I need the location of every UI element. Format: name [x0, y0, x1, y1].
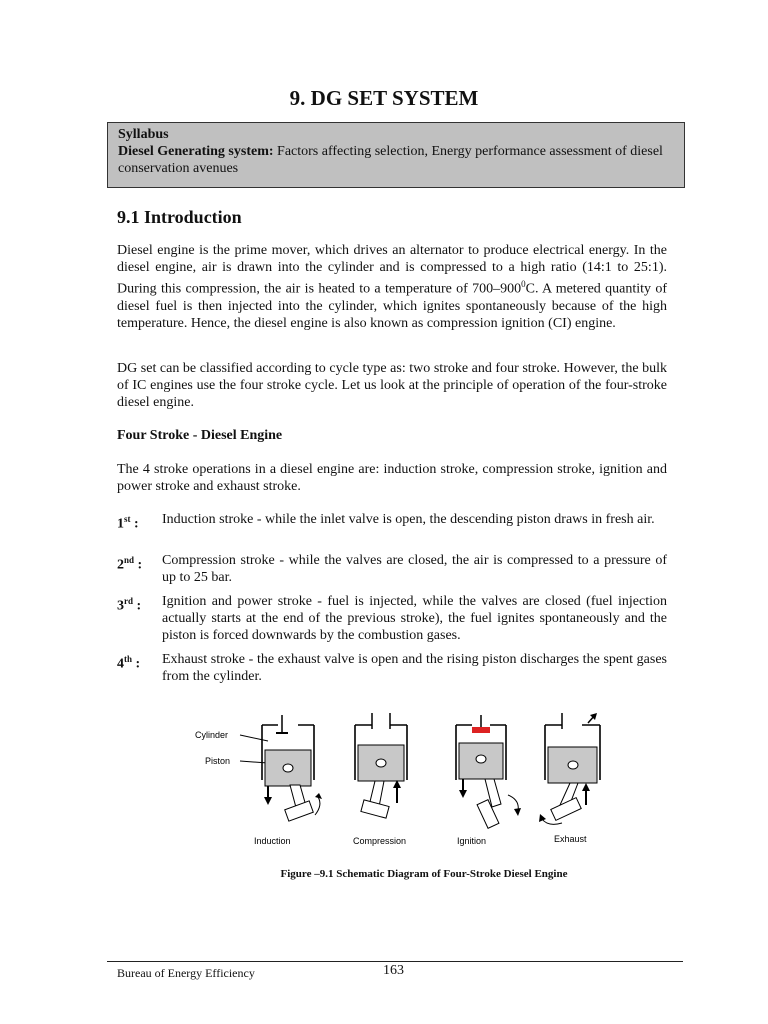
- intro-paragraph-2: DG set can be classified according to cycle type as: two stroke and four stroke. However, the bulk of IC engines use the four stroke cycle. Let us look at the principle of operation of the four-stroke diesel engine.: [117, 361, 667, 410]
- piston-leader-line: [240, 761, 268, 763]
- footer-divider: [107, 961, 683, 962]
- stroke-item-1: 1st : Induction stroke - while the inlet valve is open, the descending piston draws in fresh air.: [117, 512, 655, 532]
- stroke-number: 3rd :: [117, 596, 142, 614]
- compression-engine: [355, 713, 407, 818]
- intro-paragraph-1: Diesel engine is the prime mover, which drives an alternator to produce electrical energy. In the diesel engine, air is drawn into the cylinder and is compressed to a high ratio (14:1 to 25:1). During this compression, the air is heated to a temperature of $700-900^0C$. A metered quantity of diesel fuel is then injected into the cylinder, which ignites spontaneously because of the high temperature. Hence, the diesel engine is also known as compression ignition (CI) engine.: [117, 243, 667, 331]
- stroke-item-4: 4th : Exhaust stroke - the exhaust valve is open and the rising piston discharges the spent gases from the cylinder.: [117, 652, 667, 684]
- subheading-four-stroke: Four Stroke - Diesel Engine: [117, 428, 283, 443]
- syllabus-box: [107, 122, 685, 188]
- piston-label: Piston: [205, 756, 231, 766]
- ignition-label: Ignition: [457, 836, 487, 846]
- stroke-number: 2nd :: [117, 555, 143, 573]
- cylinder-leader-line: [240, 735, 268, 741]
- page-number: 163: [383, 963, 404, 978]
- four-stroke-diagram: [190, 705, 610, 855]
- induction-label: Induction: [254, 836, 291, 846]
- stroke-item-3: 3rd : Ignition and power stroke - fuel is injected, while the valves are closed (fuel injection actually starts at the end of the previous stroke), the fuel ignites spontaneously and the piston is forced downwards by the combustion gases.: [117, 594, 667, 643]
- cylinder-label: Cylinder: [195, 730, 229, 740]
- induction-engine: [262, 715, 322, 821]
- ignition-engine: [456, 715, 521, 828]
- stroke-number: 1st :: [117, 514, 139, 532]
- stroke-number: 4th :: [117, 654, 141, 672]
- syllabus-heading: Syllabus: [118, 127, 169, 142]
- exhaust-engine: [539, 713, 600, 824]
- figure-caption: Figure –9.1 Schematic Diagram of Four-Stroke Diesel Engine: [280, 868, 568, 880]
- page-title: 9. DG SET SYSTEM: [289, 86, 479, 110]
- compression-label: Compression: [353, 836, 407, 846]
- four-stroke-intro: The 4 stroke operations in a diesel engine are: induction stroke, compression stroke, ignition and power stroke and exhaust stroke.: [117, 462, 667, 494]
- footer-organization: Bureau of Energy Efficiency: [117, 966, 255, 980]
- exhaust-label: Exhaust: [554, 834, 587, 844]
- syllabus-subject: Diesel Generating system: Factors affecting selection, Energy performance assessment of diesel conservation avenues: [118, 144, 663, 176]
- section-heading-introduction: 9.1 Introduction: [117, 207, 242, 227]
- fuel-injection-mark: [472, 727, 490, 733]
- stroke-item-2: 2nd : Compression stroke - while the valves are closed, the air is compressed to a pressure of up to 25 bar.: [117, 553, 667, 585]
